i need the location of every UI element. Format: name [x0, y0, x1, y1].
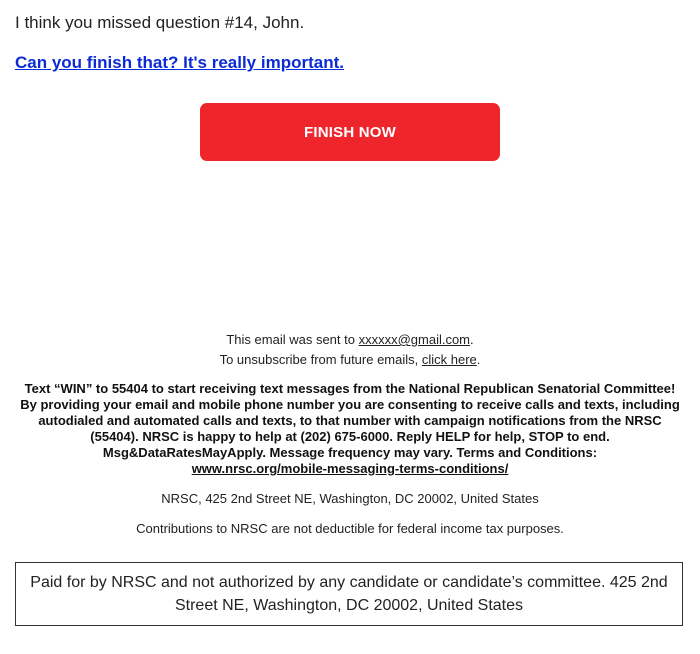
unsubscribe-link[interactable]: click here: [421, 352, 477, 367]
sent-prefix: This email was sent to: [226, 332, 359, 347]
unsubscribe-suffix: .: [476, 352, 481, 367]
sms-disclaimer-text: Text “WIN” to 55404 to start receiving text messages from the National Republican Senatorial Committee! By providing your email and mobile phone number you are consenting to receive calls and texts, including autodialed and automated calls and texts, to that number with campaign notifications from the NRSC (55404). NRSC is happy to help at (202) 675-6000. Reply HELP for help, STOP to end. Msg&DataRatesMayApply. Message frequency may vary. Terms and Conditions:: [20, 381, 680, 460]
paid-for-text: Paid for by NRSC and not authorized by any candidate or candidate’s committee. 425 2nd Street NE, Washington, DC 20002, United States: [30, 574, 668, 614]
sent-notice: [15, 330, 685, 370]
paid-for-disclaimer-box: [15, 562, 683, 626]
contributions-disclaimer: Contributions to NRSC are not deductible for federal income tax purposes.: [136, 521, 564, 536]
sms-disclaimer: [15, 381, 685, 477]
intro-text: I think you missed question #14, John.: [15, 13, 305, 32]
terms-conditions-link[interactable]: www.nrsc.org/mobile-messaging-terms-conditions/: [191, 461, 509, 476]
finish-question-link[interactable]: Can you finish that? It's really important.: [15, 53, 344, 72]
sent-suffix: .: [470, 332, 474, 347]
unsubscribe-prefix: To unsubscribe from future emails,: [219, 352, 422, 367]
recipient-email-link[interactable]: xxxxxx@gmail.com: [358, 332, 471, 347]
finish-now-button[interactable]: FINISH NOW: [200, 103, 500, 161]
mailing-address: NRSC, 425 2nd Street NE, Washington, DC 20002, United States: [161, 491, 539, 506]
